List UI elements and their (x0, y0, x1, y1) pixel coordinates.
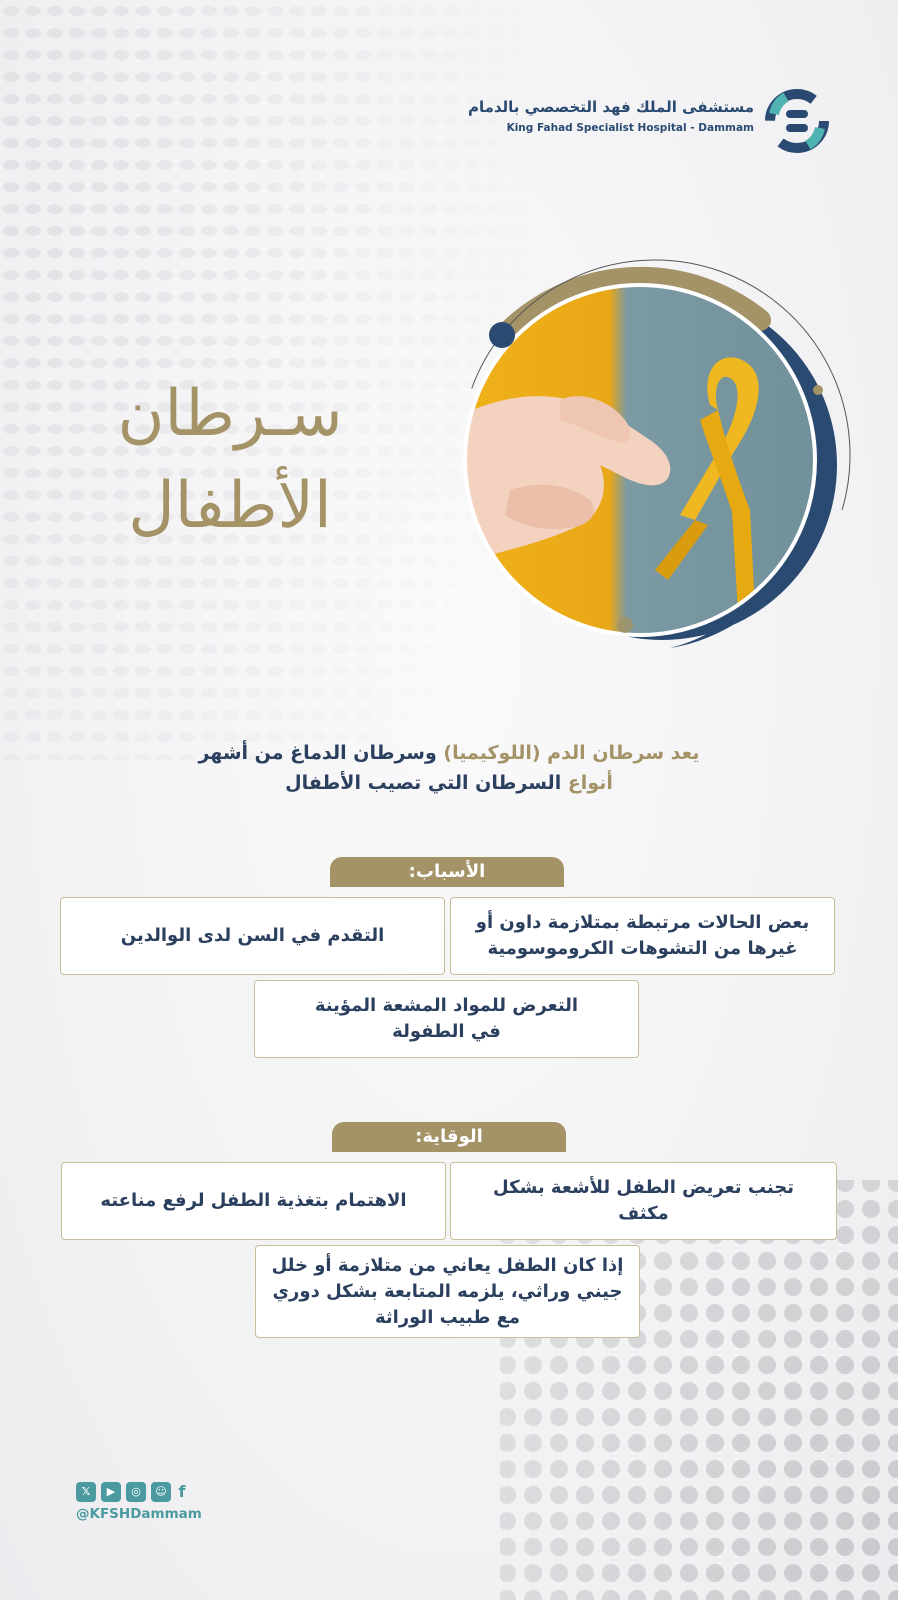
cause-card-2 (60, 897, 445, 975)
intro-line-2 (150, 768, 748, 798)
title-line-1: سـرطان (117, 377, 343, 451)
cause-card-1 (450, 897, 835, 975)
hospital-name-arabic: مستشفى الملك فهد التخصصي بالدمام (467, 98, 754, 116)
intro-rest-2: السرطان التي تصيب الأطفال (285, 772, 568, 794)
title-line-2: الأطفال (128, 469, 332, 543)
intro-highlight: يعد سرطان الدم (اللوكيميا) (443, 742, 700, 764)
causes-heading: الأسباب: (330, 857, 564, 887)
page-title (60, 368, 400, 552)
intro-line-1 (150, 738, 748, 768)
prevention-heading: الوقاية: (332, 1122, 566, 1152)
prevention-card-1 (450, 1162, 837, 1240)
hospital-logo (467, 88, 830, 158)
social-footer (76, 1482, 216, 1528)
social-icons (76, 1482, 188, 1502)
prevention-text-3: إذا كان الطفل يعاني من متلازمة أو خلل جيني وراثي، يلزمه المتابعة بشكل دوري مع طبيب الوراثة (271, 1254, 624, 1328)
prevention-text-1: تجنب تعريض الطفل للأشعة بشكل مكثف (493, 1177, 794, 1224)
intro-highlight-2: أنواع (567, 772, 613, 794)
logo-mark-icon (764, 88, 830, 154)
prevention-card-2 (61, 1162, 446, 1240)
cause-text-2: التقدم في السن لدى الوالدين (120, 925, 385, 946)
instagram-icon[interactable]: ◎ (126, 1482, 146, 1502)
cause-text-1: بعض الحالات مرتبطة بمتلازمة داون أو غيرها من التشوهات الكروموسومية (475, 912, 810, 959)
prevention-text-2: الاهتمام بتغذية الطفل لرفع مناعته (100, 1190, 407, 1211)
youtube-icon[interactable]: ▶ (101, 1482, 121, 1502)
x-icon[interactable]: 𝕏 (76, 1482, 96, 1502)
intro-text (150, 738, 748, 798)
cause-text-3: التعرض للمواد المشعة المؤينة في الطفولة (314, 995, 579, 1042)
intro-rest: وسرطان الدماغ من أشهر (198, 742, 444, 764)
prevention-card-3 (255, 1245, 640, 1338)
social-handle[interactable]: @KFSHDammam (76, 1506, 202, 1522)
ribbon-photo (450, 250, 870, 670)
snapchat-icon[interactable]: ☺ (151, 1482, 171, 1502)
hospital-name-english: King Fahad Specialist Hospital - Dammam (506, 122, 754, 134)
facebook-icon[interactable]: f (178, 1482, 186, 1501)
cause-card-3 (254, 980, 639, 1058)
